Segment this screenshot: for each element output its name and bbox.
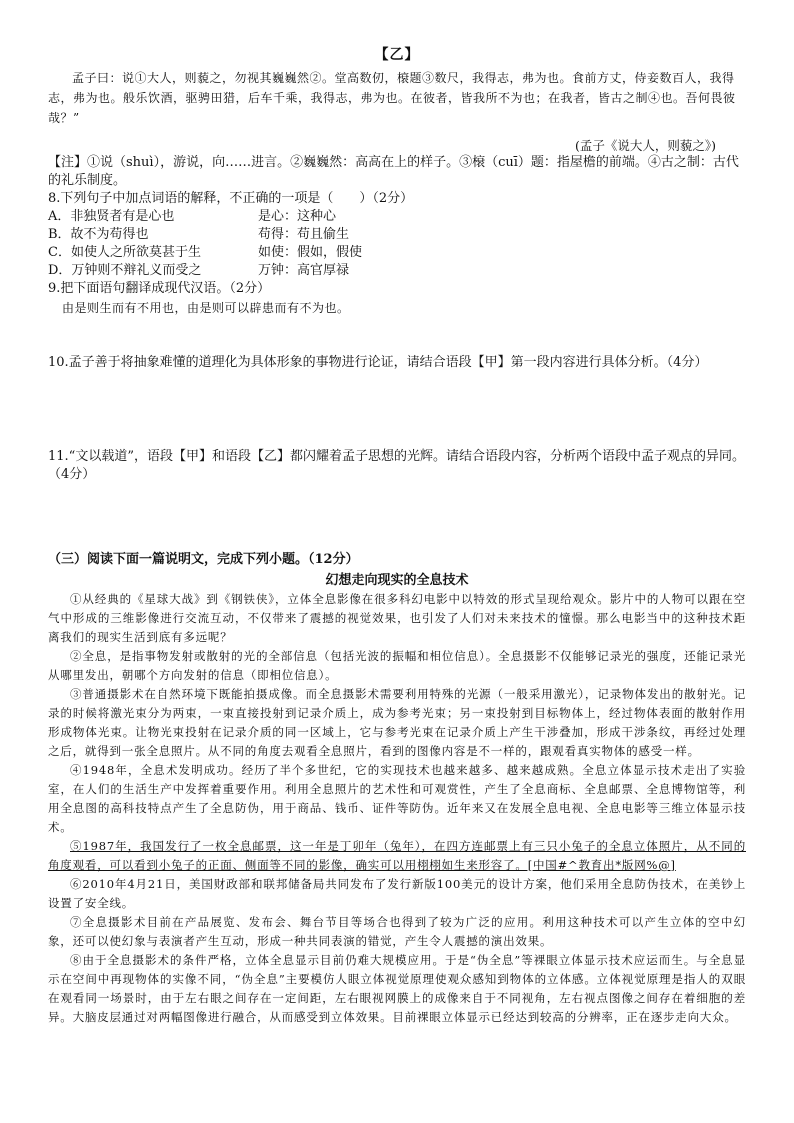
question-9-stem: 9.把下面语句翻译成现代汉语。（2分） (48, 281, 271, 296)
option-d-sentence: D．万钟则不辩礼义而受之 (48, 263, 202, 278)
article-paragraph-1: ①从经典的《星球大战》到《钢铁侠》，立体全息影像在很多科幻电影中以特效的形式呈现给观众。影片中的人物可以跟在空气中形成的三维影像进行交流互动，不仅带来了震撼的视觉效果，也引发了人们对未来技术的憧憬。那么电影当中的这种技术距离我们的现实生活到底有多远呢？ (48, 592, 746, 644)
question-10: 10.孟子善于将抽象难懂的道理化为具体形象的事物进行论证，请结合语段【甲】第一段内容进行具体分析。（4分） (48, 355, 708, 370)
section-3-heading: （三）阅读下面一篇说明文，完成下列小题。（12分） (48, 552, 359, 567)
question-8-option-a (48, 208, 746, 226)
question-8-option-b (48, 226, 746, 244)
option-c-explanation: 如使：假如，假使 (258, 245, 363, 260)
option-d-explanation: 万钟：高官厚禄 (258, 263, 350, 278)
answer-space (48, 372, 746, 448)
question-8-option-c (48, 244, 746, 262)
passage-yi-source: (孟子《说大人，则藐之》) (574, 138, 716, 153)
option-c-sentence: C．如使人之所欲莫甚于生 (48, 245, 201, 260)
option-b-explanation: 苟得：苟且偷生 (258, 227, 350, 242)
article-paragraph-8: ⑧由于全息摄影术的条件严格，立体全息显示目前仍难大规模应用。于是“伪全息”等裸眼立体显示技术应运而生。与全息显示在空间中再现物体的实像不同，“伪全息”主要模仿人眼立体视觉原理使观众感知到物体的立体感。立体视觉原理是指人的双眼在观看同一场景时，由于左右眼之间存在一定间距，左右眼视网膜上的成像来自于不同视角，左右视点图像之间存在着细胞的差异。大脑皮层通过对两幅图像进行融合，从而感受到立体效果。目前裸眼立体显示已经达到较高的分辨率，正在逐步走向大众。 (48, 953, 746, 1024)
article-paragraph-2: ②全息，是指事物发射或散射的光的全部信息（包括光波的振幅和相位信息）。全息摄影不仅能够记录光的强度，还能记录光从哪里发出，朝哪个方向发射的信息（即相位信息）。 (48, 649, 746, 682)
passage-yi-heading: 【乙】 (374, 47, 420, 63)
underlined-paragraph-5: ⑤1987年，我国发行了一枚全息邮票，这一年是丁卯年（兔年），在四方连邮票上有三只小兔子的全息立体照片，从不同的角度观看，可以看到小兔子的正面、侧面等不同的影像，确实可以用栩栩如生来形容了。[中国#^教育出*版网%@] (48, 839, 746, 872)
article-paragraph-4: ④1948年，全息术发明成功。经历了半个多世纪，它的实现技术也越来越多、越来越成熟。全息立体显示技术走出了实验室，在人们的生活生产中发挥着重要作用。利用全息照片的艺术性和可观赏性，产生了全息商标、全息邮票、全息博物馆等，利用全息图的高科技特点产生了全息防伪，用于商品、钱币、证件等防伪。近年来又在发展全息电视、全息电影等三维立体显示技术。 (48, 763, 746, 834)
question-8-stem: 8.下列句子中加点词语的解释，不正确的一项是（ ）（2分） (48, 191, 414, 206)
option-b-sentence: B．故不为苟得也 (48, 227, 149, 242)
answer-space (48, 484, 746, 548)
answer-space (48, 318, 746, 354)
option-a-explanation: 是心：这种心 (258, 209, 337, 224)
document-page (48, 44, 746, 1027)
annotation-notes: 【注】①说（shuì），游说，向……进言。②巍巍然：高高在上的样子。③榱（cuī）题：指屋檐的前端。④古之制：古代的礼乐制度。 (48, 155, 739, 188)
article-paragraph-3: ③普通摄影术在自然环境下既能拍摄成像。而全息摄影术需要利用特殊的光源（一般采用激光），记录物体发出的散射光。记录的时候将激光束分为两束，一束直接投射到记录介质上，成为参考光束；另一束投射到目标物体上，经过物体表面的散射作用形成物体光束。让物光束投射在记录介质的同一区域上，它与参考光束在记录介质上产生干涉叠加，形成干涉条纹，再经过处理之后，就得到一张全息照片。从不同的角度去观看全息照片，看到的图像内容是不一样的，跟观看真实物体的感受一样。 (48, 687, 746, 758)
article-title: 幻想走向现实的全息技术 (325, 573, 469, 588)
question-9-sentence: 由是则生而有不用也，由是则可以辟患而有不为也。 (62, 301, 350, 315)
passage-yi-text: 孟子曰：说①大人，则藐之，勿视其巍巍然②。堂高数仞，榱题③数尺，我得志，弗为也。食前方丈，侍妾数百人，我得志，弗为也。般乐饮酒，驱骋田猎，后车千乘，我得志，弗为也。在彼者，皆我所不为也；在我者，皆古之制④也。吾何畏彼哉？” (48, 71, 736, 125)
article-paragraph-6: ⑥2010年4月21日，美国财政部和联邦储备局共同发布了发行新版100美元的设计方案，他们采用全息防伪技术，在美钞上设置了安全线。 (48, 877, 746, 910)
article-paragraph-5 (48, 837, 746, 875)
option-a-sentence: A．非独贤者有是心也 (48, 209, 175, 224)
question-11: 11.“文以载道”，语段【甲】和语段【乙】都闪耀着孟子思想的光辉。请结合语段内容，分析两个语段中孟子观点的异同。（4分） (48, 449, 745, 482)
article-paragraph-7: ⑦全息摄影术目前在产品展览、发布会、舞台节目等场合也得到了较为广泛的应用。利用这种技术可以产生立体的空中幻象，还可以使幻象与表演者产生互动，形成一种共同表演的错觉，产生令人震撼的演出效果。 (48, 915, 746, 948)
question-8-option-d (48, 262, 746, 280)
